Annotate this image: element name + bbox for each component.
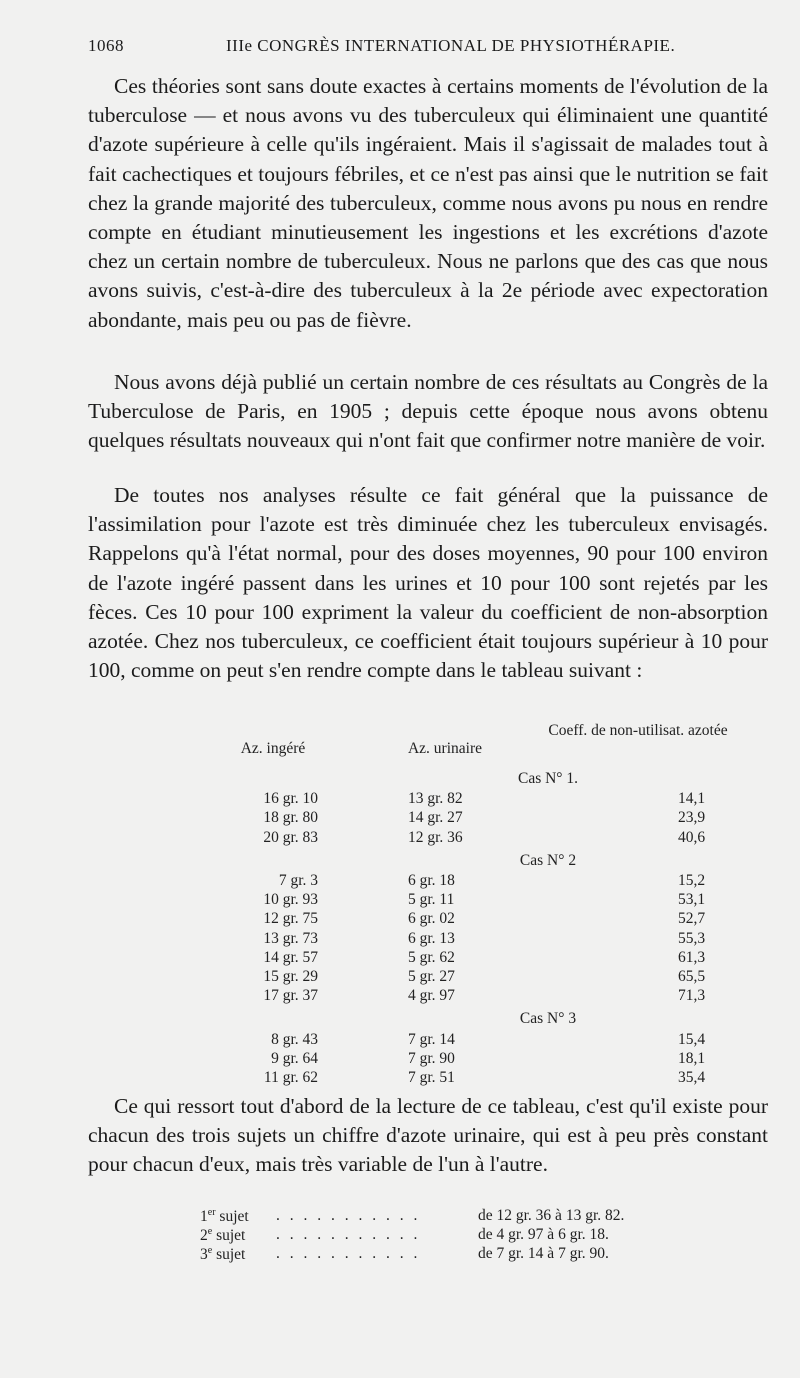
cell-urinary: 5 gr. 27 — [408, 968, 455, 985]
paragraph-3-text: De toutes nos analyses résulte ce fait général que la puissance de l'assimilation pour l'azote est très diminuée chez les tuberculeux envisagés. Rappelons qu'à l'état normal, pour des doses moyennes, 90 pour 100 environ de l'azote ingéré passent dans les urines et 10 pour 100 sont rejetés par les fèces. Ces 10 pour 100 expriment la valeur du coefficient de non-absorption azotée. Chez nos tuberculeux, ce coefficient était toujours supérieur à 10 pour 100, comme on peut s'en rendre compte dans le tableau suivant : — [88, 483, 768, 683]
subject-range: de 7 gr. 14 à 7 gr. 90. — [478, 1245, 609, 1262]
paragraph-1-text: Ces théories sont sans doute exactes à certains moments de l'évolution de la tuberculose — et nous avons vu des tuberculeux qui éliminaient une quantité d'azote supérieure à celle qu'ils ingéraient. Mais il s'agissait de malades tout à fait cachectiques et toujours fébriles, et ce n'est pas ainsi que le nutrition se fait chez la grande majorité des tuberculeux, comme nous avons pu nous en rendre compte en étudiant minutieusement les ingestions et les excrétions d'azote chez un certain nombre de tuberculeux. Nous ne parlons que des cas que nous avons suivis, c'est-à-dire des tuberculeux à la 2e période avec expectoration abondante, mais peu ou pas de fièvre. — [88, 74, 768, 332]
cell-ingested: 11 gr. 62 — [263, 1069, 318, 1086]
table-row — [88, 872, 768, 892]
table-row — [88, 968, 768, 988]
cell-ingested: 17 gr. 37 — [263, 987, 318, 1005]
subject-row — [200, 1226, 680, 1245]
paragraph-2 — [88, 368, 768, 456]
table-row — [88, 1069, 768, 1089]
subject-word: sujet — [219, 1208, 249, 1226]
subject-label — [200, 1245, 245, 1264]
table-row — [88, 930, 768, 950]
cell-coefficient: 14,1 — [678, 790, 706, 808]
cell-coefficient: 40,6 — [678, 828, 706, 846]
cell-coefficient: 53,1 — [678, 891, 706, 909]
case-label: Cas N° 3 — [519, 1010, 577, 1028]
cell-coefficient: 15,4 — [678, 1030, 706, 1048]
column-header-ingested: Az. ingéré — [240, 740, 306, 757]
cell-ingested: 20 gr. 83 — [263, 828, 318, 846]
table-row — [88, 891, 768, 911]
page-number: 1068 — [88, 36, 124, 55]
cell-urinary: 14 gr. 27 — [408, 809, 463, 827]
cell-urinary: 7 gr. 51 — [408, 1069, 455, 1086]
column-header-coefficient: Coeff. de non-utilisat. azotée — [548, 722, 728, 739]
cell-coefficient: 61,3 — [678, 948, 706, 966]
subject-word: sujet — [216, 1227, 246, 1245]
table-row — [88, 809, 768, 829]
cell-coefficient: 55,3 — [678, 929, 706, 947]
cell-coefficient: 71,3 — [678, 987, 706, 1005]
running-header — [88, 36, 760, 60]
cell-urinary: 5 gr. 62 — [408, 948, 455, 966]
subject-range-list — [200, 1207, 680, 1264]
cell-coefficient: 18,1 — [678, 1049, 706, 1067]
running-title: IIIe CONGRÈS INTERNATIONAL DE PHYSIOTHÉRAPIE. — [226, 36, 676, 55]
subject-label — [200, 1207, 249, 1226]
table-row — [88, 829, 768, 849]
table-row — [88, 910, 768, 930]
paragraph-4-text: Ce qui ressort tout d'abord de la lecture de ce tableau, c'est qu'il existe pour chacun des trois sujets un chiffre d'azote urinaire, qui est à peu près constant pour chacun d'eux, mais très variable de l'un à l'autre. — [88, 1094, 768, 1177]
cell-ingested: 9 gr. 64 — [271, 1049, 318, 1067]
cell-ingested: 7 gr. 3 — [278, 872, 318, 889]
cell-urinary: 6 gr. 18 — [408, 872, 455, 889]
leader-dots: . . . . . . . . . . . — [276, 1226, 421, 1243]
subject-ordinal: 1 — [200, 1208, 208, 1226]
subject-label — [200, 1226, 245, 1245]
subject-ordinal: 3 — [200, 1246, 208, 1264]
cell-coefficient: 52,7 — [678, 910, 706, 928]
leader-dots: . . . . . . . . . . . — [276, 1245, 421, 1262]
subject-ordinal: 2 — [200, 1227, 208, 1245]
subject-row — [200, 1245, 680, 1264]
cell-ingested: 18 gr. 80 — [263, 809, 318, 827]
subject-ordinal-suffix: er — [207, 1207, 216, 1218]
subject-ordinal-suffix: e — [207, 1226, 213, 1237]
cell-coefficient: 35,4 — [678, 1069, 706, 1086]
subject-range: de 4 gr. 97 à 6 gr. 18. — [478, 1226, 609, 1243]
cell-urinary: 13 gr. 82 — [408, 790, 463, 808]
cell-coefficient: 65,5 — [678, 968, 706, 985]
paragraph-4 — [88, 1092, 768, 1180]
cell-ingested: 8 gr. 43 — [271, 1030, 318, 1048]
subject-row — [200, 1207, 680, 1226]
subject-word: sujet — [216, 1246, 246, 1264]
cell-urinary: 7 gr. 90 — [408, 1049, 455, 1067]
subject-range: de 12 gr. 36 à 13 gr. 82. — [478, 1207, 625, 1224]
paragraph-3 — [88, 481, 768, 685]
subject-ordinal-suffix: e — [207, 1245, 213, 1256]
cell-urinary: 6 gr. 13 — [408, 929, 455, 947]
cell-urinary: 6 gr. 02 — [408, 910, 455, 928]
cell-ingested: 10 gr. 93 — [263, 891, 318, 909]
leader-dots: . . . . . . . . . . . — [276, 1207, 421, 1224]
case-label: Cas N° 1. — [517, 770, 579, 787]
table-row — [88, 790, 768, 810]
cell-urinary: 4 gr. 97 — [408, 987, 455, 1005]
cell-ingested: 14 gr. 57 — [263, 948, 318, 966]
cell-urinary: 5 gr. 11 — [408, 891, 455, 909]
table-row — [88, 949, 768, 969]
table-row — [88, 1050, 768, 1070]
cell-urinary: 12 gr. 36 — [408, 828, 463, 846]
cell-urinary: 7 gr. 14 — [408, 1030, 455, 1048]
paragraph-1 — [88, 72, 768, 335]
cell-coefficient: 15,2 — [678, 872, 706, 889]
case-label: Cas N° 2 — [519, 851, 577, 869]
table-row — [88, 987, 768, 1007]
paragraph-2-text: Nous avons déjà publié un certain nombre de ces résultats au Congrès de la Tuberculose de Paris, en 1905 ; depuis cette époque nous avons obtenu quelques résultats nouveaux qui n'ont fait que confirmer notre manière de voir. — [88, 370, 768, 453]
cell-coefficient: 23,9 — [678, 809, 706, 827]
column-header-urinary: Az. urinaire — [407, 740, 483, 757]
cell-ingested: 13 gr. 73 — [263, 929, 318, 947]
cell-ingested: 15 gr. 29 — [263, 968, 318, 985]
table-row — [88, 1031, 768, 1051]
cell-ingested: 16 gr. 10 — [263, 790, 318, 808]
cell-ingested: 12 gr. 75 — [263, 910, 318, 928]
